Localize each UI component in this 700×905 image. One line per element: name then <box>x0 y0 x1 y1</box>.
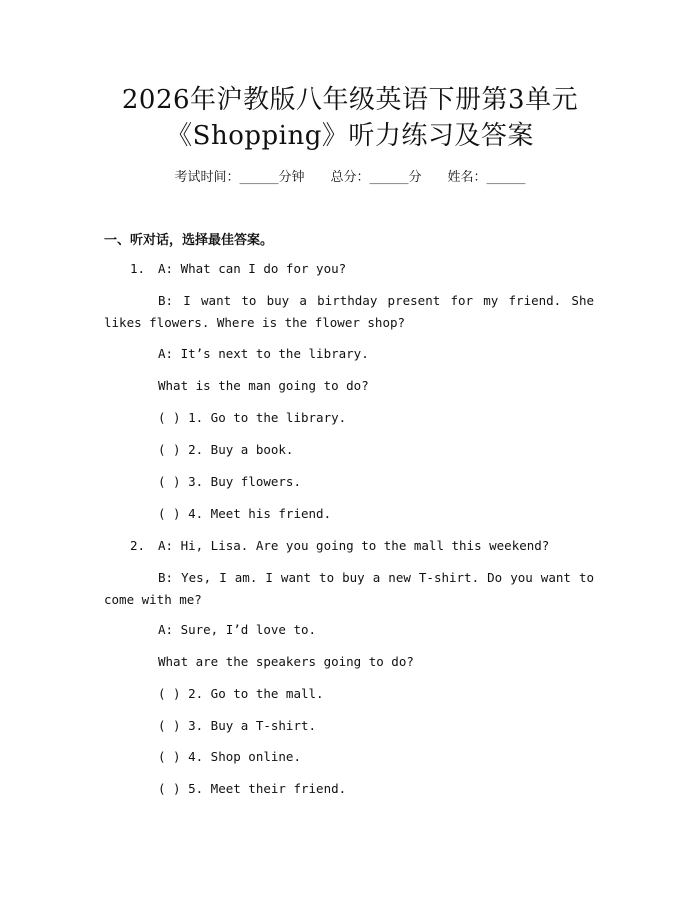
exam-name: 姓名：______ <box>447 170 526 185</box>
q1-option: ( ) 1. Go to the library. <box>158 410 347 425</box>
q1-question: What is the man going to do? <box>158 378 369 393</box>
q1-option: ( ) 2. Buy a book. <box>158 442 294 457</box>
q1-line-a2: A: It’s next to the library. <box>158 346 369 361</box>
exam-time: 考试时间：______分钟 <box>174 170 305 185</box>
q1-option: ( ) 3. Buy flowers. <box>158 474 301 489</box>
q2-line-a2: A: Sure, I’d love to. <box>158 622 317 637</box>
q2-option: ( ) 4. Shop online. <box>158 749 301 764</box>
q2-option: ( ) 5. Meet their friend. <box>158 781 347 796</box>
exam-score: 总分：______分 <box>330 170 422 185</box>
q1-line-a1: A: What can I do for you? <box>158 261 347 276</box>
q2-question: What are the speakers going to do? <box>158 654 414 669</box>
doc-title-line1: 2026年沪教版八年级英语下册第3单元 <box>121 85 579 115</box>
q2-option: ( ) 3. Buy a T-shirt. <box>158 718 317 733</box>
q1-line-b: B: I want to buy a birthday present for my friend. She likes flowers. Where is the flower shop? <box>104 293 594 330</box>
doc-title-line2: 《Shopping》听力练习及答案 <box>166 121 534 151</box>
q1-number: 1. <box>130 261 146 276</box>
q2-line-b: B: Yes, I am. I want to buy a new T-shirt. Do you want to come with me? <box>104 570 594 607</box>
section-heading: 一、听对话，选择最佳答案。 <box>104 233 274 248</box>
q1-option: ( ) 4. Meet his friend. <box>158 506 332 521</box>
exam-meta <box>0 168 700 188</box>
q2-number: 2. <box>130 538 146 553</box>
q2-option: ( ) 2. Go to the mall. <box>158 686 324 701</box>
q2-line-a1: A: Hi, Lisa. Are you going to the mall this weekend? <box>158 538 550 553</box>
